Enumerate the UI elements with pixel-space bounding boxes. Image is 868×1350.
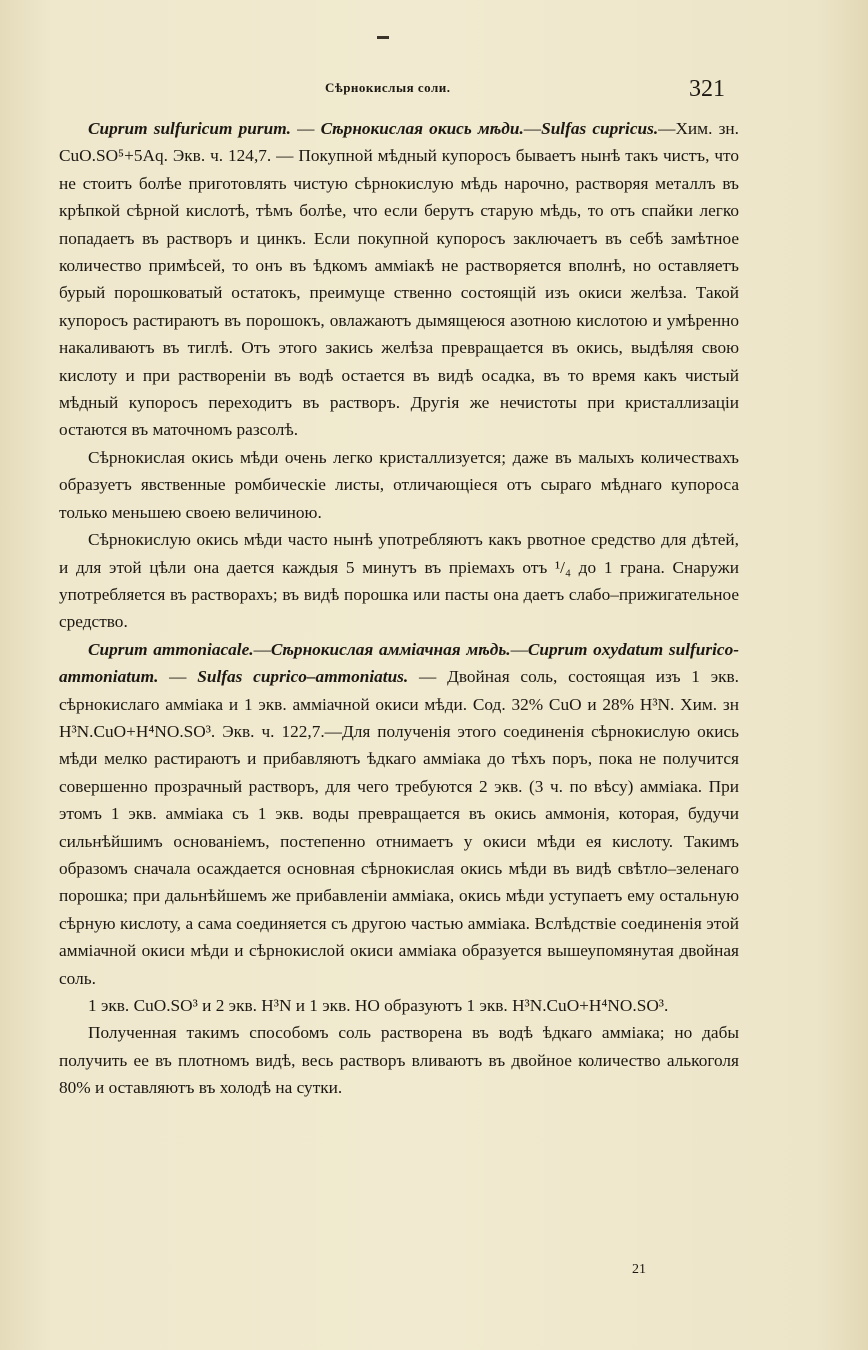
paragraph-text: — Двойная соль, состоящая изъ 1 экв. сѣрнокислаго амміака и 1 экв. амміачной окиси мѣди. Сод. 32% CuO и 28% H³N. Хим. зн H³N.CuO+H⁴NO.SO³. Экв. ч. 122,7.—Для полученія этого соединенія сѣрнокислую окись мѣди мелко растираютъ и прибавляютъ ѣдкаго амміака до тѣхъ поръ, пока не получится совершенно прозрачный растворъ, для чего требуются 2 экв. (3 ч. по вѣсу) амміака. При этомъ 1 экв. амміака съ 1 экв. воды превращается въ окись аммонія, которая, будучи сильнѣйшимъ основаніемъ, постепенно отнимаетъ у окиси мѣди ея кислоту. Такимъ образомъ сначала осаждается основная сѣрнокислая окись мѣди въ видѣ свѣтло–зеленаго порошка; при дальнѣйшемъ же прибавленіи амміака, окись мѣди уступаетъ ему остальную сѣрную кислоту, а сама соединяется съ другою частью амміака. Вслѣдствіе соединенія этой амміачной окиси мѣди и сѣрнокислой окиси амміака образуется вышеупомянутая двойная соль.: [59, 667, 739, 988]
paragraph-cuprum-ammoniacale: [59, 636, 739, 992]
latin-synonym: Cuprum oxydatum sulfurico-ammoniatum.: [59, 639, 739, 687]
page-number: 321: [689, 76, 725, 102]
top-dash: [377, 36, 389, 39]
latin-synonym: Sulfas cuprico–ammoniatus.: [197, 667, 409, 687]
separator: —: [291, 119, 321, 138]
signature-mark: 21: [632, 1262, 646, 1277]
russian-heading: Сѣрнокислая амміачная мѣдь.: [270, 639, 511, 659]
latin-heading: Cuprum sulfuricum purum.: [88, 119, 291, 138]
separator: —: [158, 667, 198, 687]
reaction-formula: 1 экв. CuO.SO³ и 2 экв. H³N и 1 экв. HO образуютъ 1 экв. H³N.CuO+H⁴NO.SO³.: [88, 996, 669, 1015]
paragraph-crystallization: Сѣрнокислая окись мѣди очень легко кристаллизуется; даже въ малыхъ количествахъ образуетъ явственные ромбическіе листы, отличающіеся отъ сыраго мѣднаго купороса только меньшею своею величиною.: [59, 447, 739, 522]
paragraph-cuprum-sulfuricum: [59, 115, 739, 444]
russian-heading: Сѣрнокислая окись мѣди.: [320, 119, 524, 138]
separator: —: [253, 639, 271, 659]
latin-heading: Cuprum ammoniacale.: [88, 639, 254, 659]
running-head: [0, 76, 868, 102]
running-title: Сѣрнокислыя соли.: [325, 80, 451, 95]
paragraph-usage: Сѣрнокислую окись мѣди часто нынѣ употребляютъ какъ рвотное средство для дѣтей, и для этой цѣли она дается каждыя 5 минутъ въ пріемахъ отъ ¹/₄ до 1 грана. Снаружи употребляется въ растворахъ; въ видѣ порошка или пасты она даетъ слабо–прижигательное средство.: [59, 530, 739, 632]
body-text: [59, 115, 739, 1102]
separator: —: [510, 639, 528, 659]
paragraph-final: Полученная такимъ способомъ соль растворена въ водѣ ѣдкаго амміака; но дабы получить ее въ плотномъ видѣ, весь растворъ вливаютъ въ двойное количество алькоголя 80% и оставляютъ въ холодѣ на сутки.: [59, 1023, 739, 1098]
separator: —: [523, 119, 542, 138]
paragraph-text: —Хим. зн. CuO.SO⁵+5Aq. Экв. ч. 124,7. — Покупной мѣдный купоросъ бываетъ нынѣ такъ чистъ, что не стоитъ болѣе приготовлять чистую сѣрнокислую мѣдь нарочно, растворяя металлъ въ крѣпкой сѣрной кислотѣ, тѣмъ болѣе, что если берутъ старую мѣдь, то отъ спайки легко попадаетъ въ растворъ и цинкъ. Если покупной купоросъ заключаетъ въ себѣ замѣтное количество примѣсей, то онъ въ ѣдкомъ амміакѣ не растворяется вполнѣ, но оставляетъ бурый порошковатый остатокъ, преимуще ственно состоящій изъ окиси желѣза. Такой купоросъ растираютъ въ порошокъ, овлажаютъ дымящеюся азотною кислотою и умѣренно накаливаютъ въ тиглѣ. Отъ этого закись желѣза превращается въ окись, выдѣляя свою кислоту и при раствореніи въ водѣ остается въ видѣ осадка, въ то время какъ чистый мѣдный купоросъ переходитъ въ растворъ. Другія же нечистоты при кристаллизаціи остаются въ маточномъ разсолѣ.: [59, 119, 740, 440]
latin-synonym: Sulfas cupricus.: [541, 119, 659, 138]
